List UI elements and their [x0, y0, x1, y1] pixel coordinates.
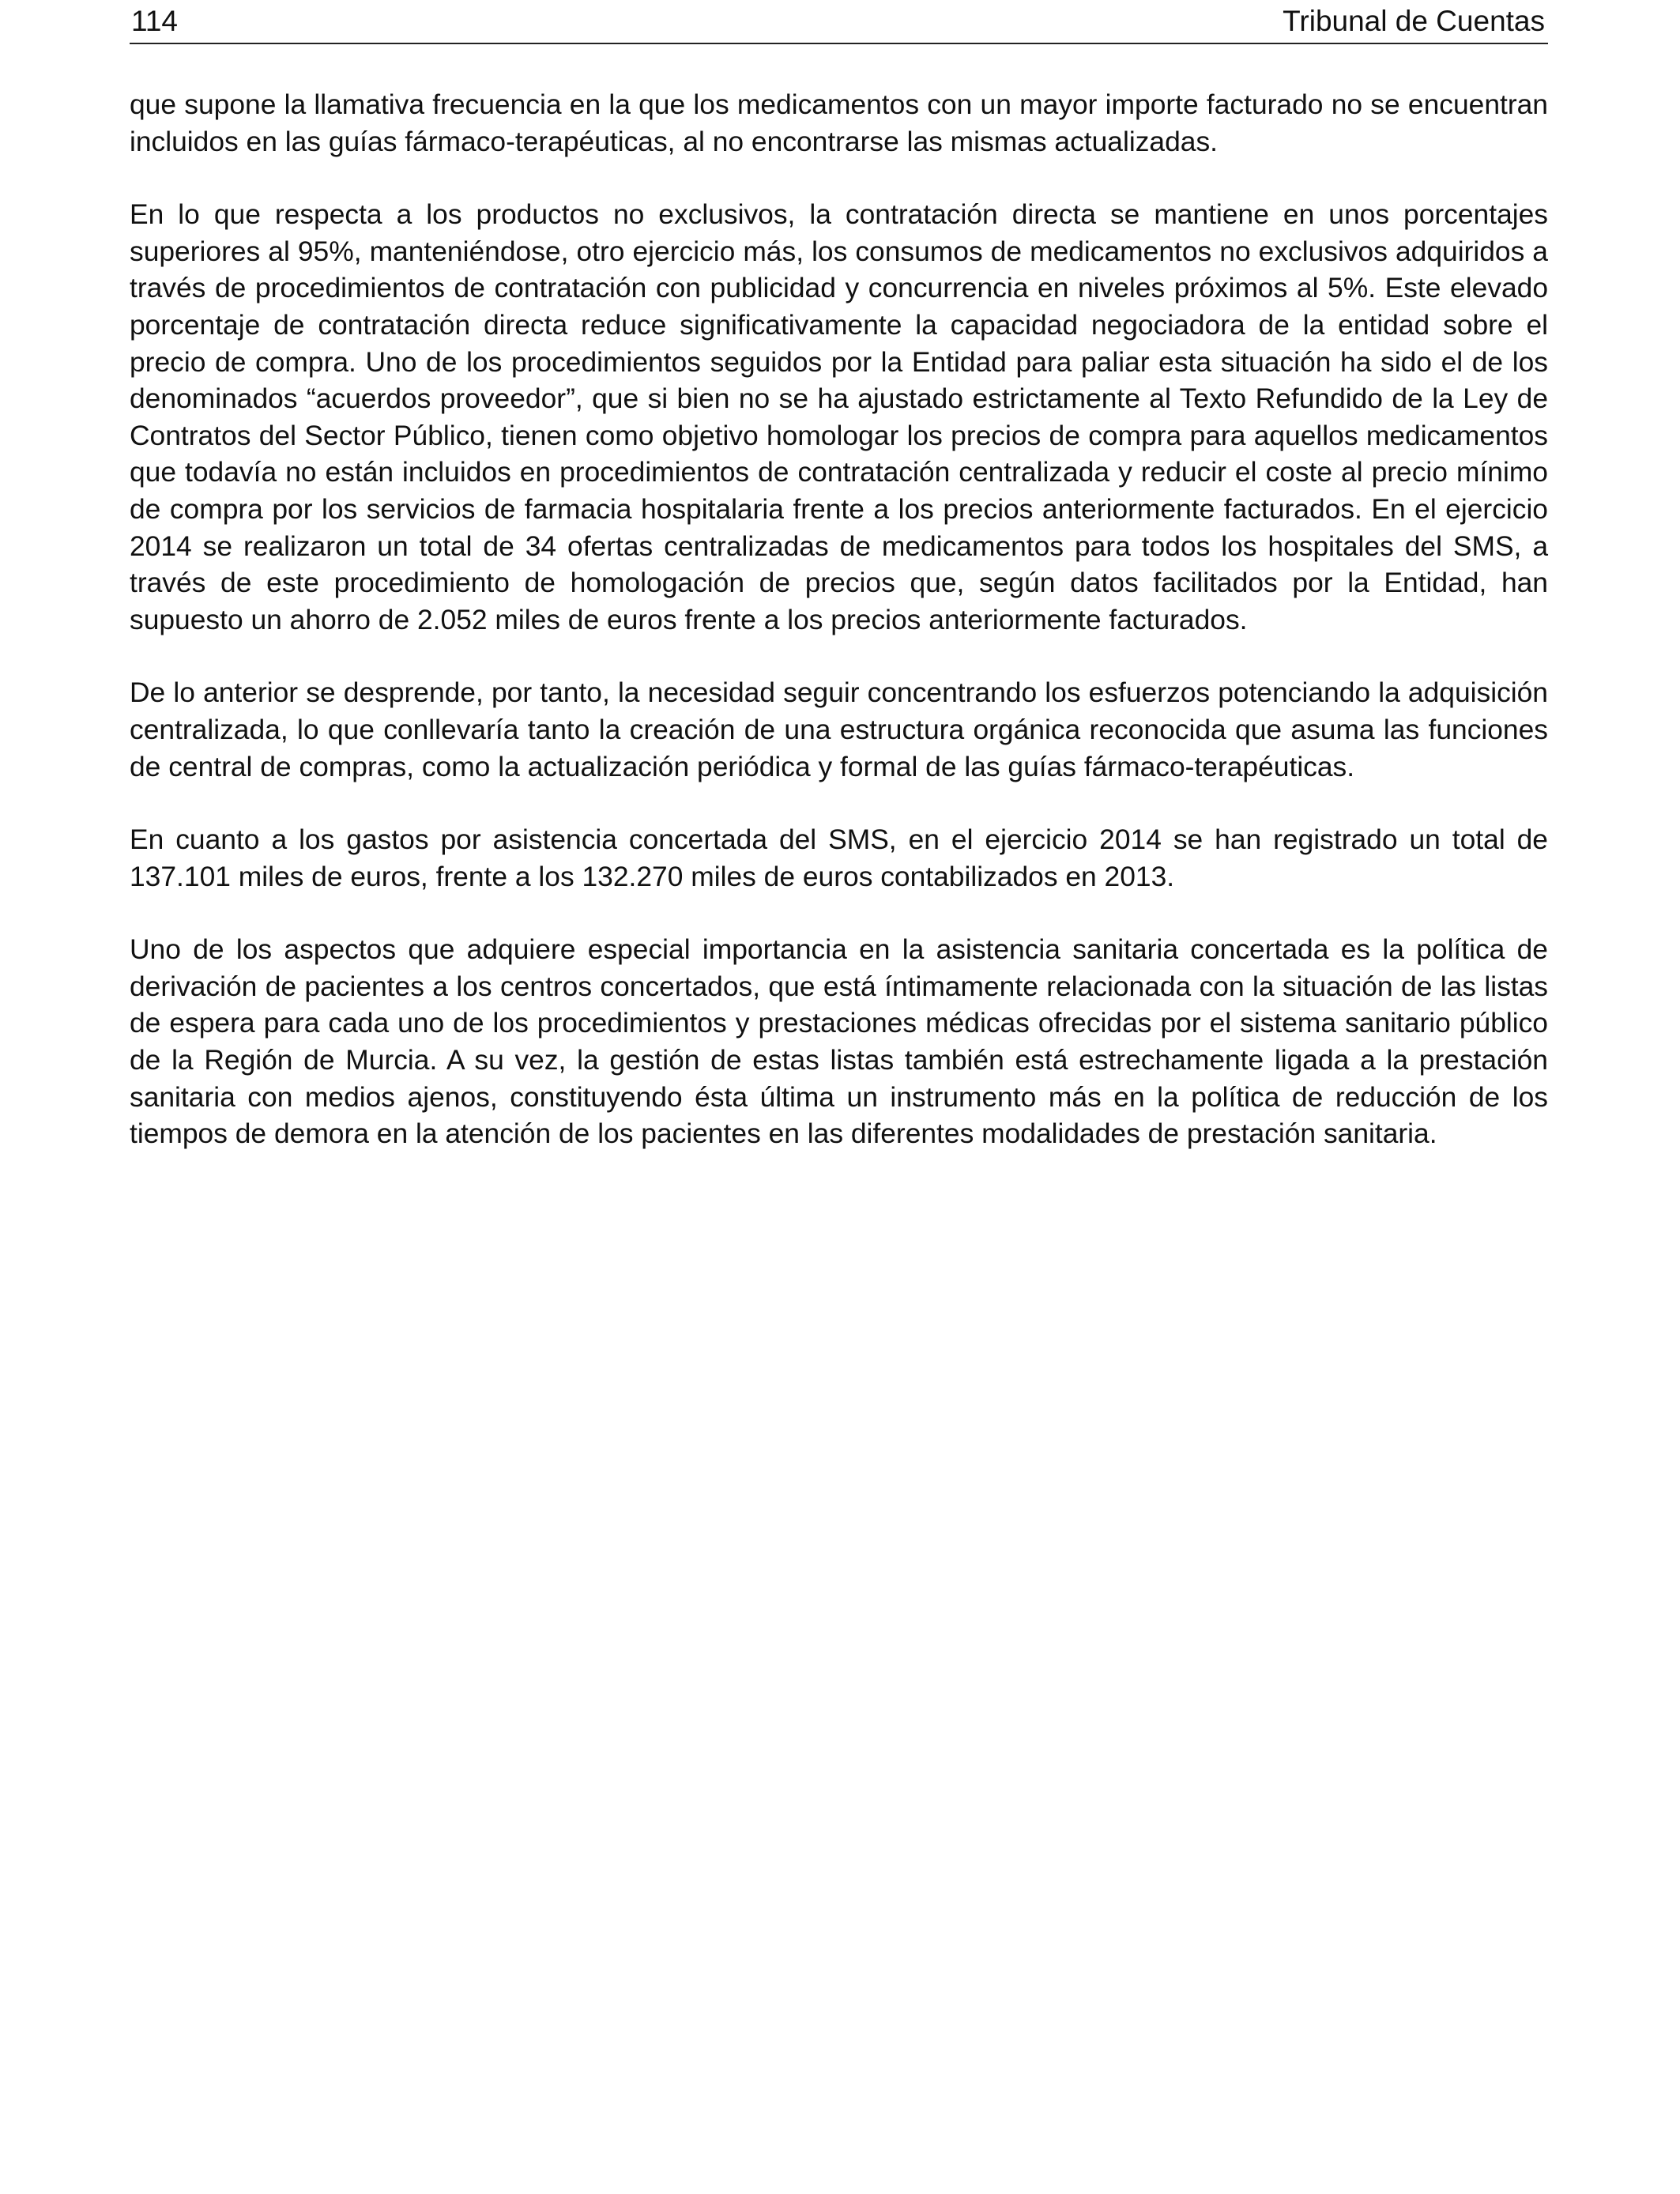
page-header [130, 0, 1548, 44]
paragraph-1: que supone la llamativa frecuencia en la que los medicamentos con un mayor importe facturado no se encuentran incluidos en las guías fármaco-terapéuticas, al no encontrarse las mismas actualizadas. [130, 89, 1548, 157]
paragraph-4: En cuanto a los gastos por asistencia concertada del SMS, en el ejercicio 2014 se han registrado un total de 137.101 miles de euros, frente a los 132.270 miles de euros contabilizados en 2013. [130, 824, 1548, 892]
body-text [130, 86, 1548, 1152]
paragraph-2: En lo que respecta a los productos no exclusivos, la contratación directa se mantiene en unos porcentajes superiores al 95%, manteniéndose, otro ejercicio más, los consumos de medicamentos no exclusivos adquiridos a través de procedimientos de contratación con publicidad y concurrencia en niveles próximos al 5%. Este elevado porcentaje de contratación directa reduce significativamente la capacidad negociadora de la entidad sobre el precio de compra. Uno de los procedimientos seguidos por la Entidad para paliar esta situación ha sido el de los denominados “acuerdos proveedor”, que si bien no se ha ajustado estrictamente al Texto Refundido de la Ley de Contratos del Sector Público, tienen como objetivo homologar los precios de compra para aquellos medicamentos que todavía no están incluidos en procedimientos de contratación centralizada y reducir el coste al precio mínimo de compra por los servicios de farmacia hospitalaria frente a los precios anteriormente facturados. En el ejercicio 2014 se realizaron un total de 34 ofertas centralizadas de medicamentos para todos los hospitales del SMS, a través de este procedimiento de homologación de precios que, según datos facilitados por la Entidad, han supuesto un ahorro de 2.052 miles de euros frente a los precios anteriormente facturados. [130, 198, 1548, 635]
running-title: Tribunal de Cuentas [1283, 5, 1545, 37]
paragraph-3: De lo anterior se desprende, por tanto, la necesidad seguir concentrando los esfuerzos potenciando la adquisición centralizada, lo que conllevaría tanto la creación de una estructura orgánica reconocida que asuma las funciones de central de compras, como la actualización periódica y formal de las guías fármaco-terapéuticas. [130, 677, 1548, 782]
page-number: 114 [131, 5, 178, 37]
paragraph-5: Uno de los aspectos que adquiere especial importancia en la asistencia sanitaria concertada es la política de derivación de pacientes a los centros concertados, que está íntimamente relacionada con la situación de las listas de espera para cada uno de los procedimientos y prestaciones médicas ofrecidas por el sistema sanitario público de la Región de Murcia. A su vez, la gestión de estas listas también está estrechamente ligada a la prestación sanitaria con medios ajenos, constituyendo ésta última un instrumento más en la política de reducción de los tiempos de demora en la atención de los pacientes en las diferentes modalidades de prestación sanitaria. [130, 933, 1548, 1150]
document-page [130, 0, 1548, 1189]
